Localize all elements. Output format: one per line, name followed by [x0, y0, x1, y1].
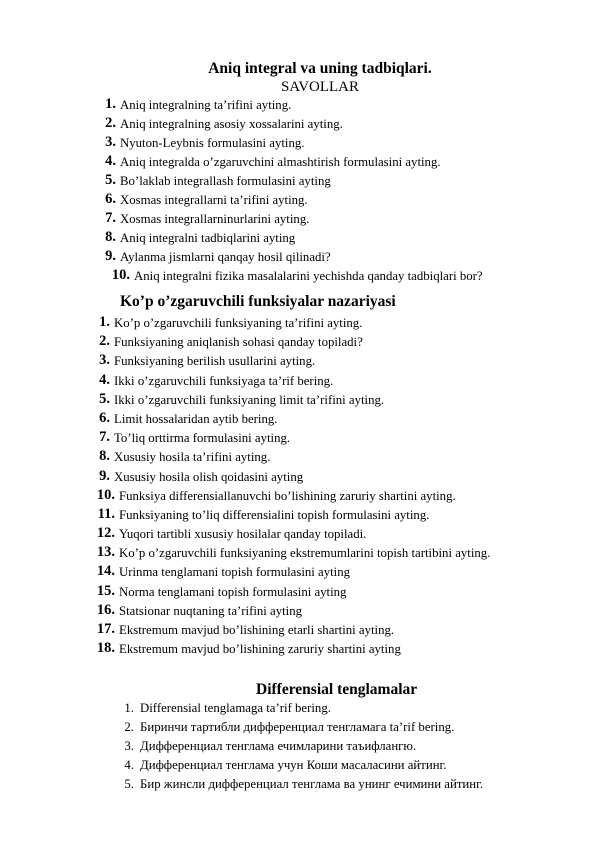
section-a-question-list [105, 96, 483, 286]
section-a-title: Aniq integral va uning tadbiqlari. [208, 60, 432, 77]
item-number: 14. [96, 563, 115, 580]
list-item [105, 134, 469, 153]
item-text: Funksiyaning aniqlanish sohasi qanday topiladi? [114, 335, 363, 350]
list-item [96, 563, 490, 582]
item-text: Ekstremum mavjud bo’lishining etarli shartini ayting. [119, 623, 395, 637]
item-number: 7. [105, 210, 116, 226]
list-item [105, 248, 469, 267]
list-item [124, 718, 483, 737]
list-item [99, 371, 485, 391]
list-item [105, 191, 469, 210]
item-number: 5. [105, 172, 116, 188]
section-a-subtitle: SAVOLLAR [280, 79, 360, 95]
list-item [124, 737, 483, 756]
item-number: 9. [105, 248, 116, 264]
item-number: 2. [124, 720, 134, 734]
item-text: Aniq integralni tadbiqlarini ayting [120, 231, 296, 245]
item-text: Urinma tenglamani topish formulasini ayting [119, 565, 351, 580]
list-item [105, 153, 469, 172]
item-text: Ikki o’zgaruvchili funksiyaga ta’rif bering. [114, 373, 334, 388]
item-text: Aniq integralda o’zgaruvchini almashtirish formulasini ayting. [120, 155, 441, 169]
item-text: Дифференциал тенглама учун Коши масаласини айтинг. [140, 758, 447, 772]
list-item [111, 267, 483, 286]
item-number: 10. [96, 486, 115, 503]
list-item [96, 525, 490, 544]
list-item [105, 172, 469, 191]
item-text: Funksiyaning to’liq differensialini topish formulasini ayting. [119, 507, 430, 522]
item-text: Statsionar nuqtaning ta’rifini ayting [119, 603, 303, 618]
list-item [99, 333, 485, 352]
item-text: Aniq integralning ta’rifini ayting. [120, 98, 292, 112]
item-number: 2. [105, 115, 116, 131]
list-item [96, 601, 490, 621]
list-item [99, 409, 485, 429]
item-number: 6. [99, 409, 110, 426]
item-text: To’liq orttirma formulasini ayting. [114, 431, 291, 446]
item-text: Yuqori tartibli xususiy hosilalar qanday topiladi. [119, 527, 367, 542]
list-item [99, 429, 485, 448]
item-text: Биринчи тартибли дифференциал тенгламага ta’rif bering. [140, 720, 455, 734]
list-item [99, 352, 485, 371]
item-text: Bo’laklab integrallash formulasini ayting [120, 174, 331, 188]
item-text: Ikki o’zgaruvchili funksiyaning limit ta’rifini ayting. [114, 392, 385, 407]
list-item [96, 621, 490, 640]
item-text: Дифференциал тенглама ечимларини таъифлангю. [140, 739, 417, 753]
item-number: 12. [96, 525, 115, 542]
item-text: Xususiy hosila olish qoidasini ayting [114, 469, 304, 484]
item-text: Ekstremum mavjud bo’lishining zaruriy shartini ayting [119, 642, 401, 657]
list-item [96, 544, 491, 563]
item-text: Бир жинсли дифференциал тенглама ва унинг ечимини айтинг. [140, 777, 484, 791]
item-text: Xosmas integrallarninurlarini ayting. [120, 212, 310, 226]
item-number: 1. [105, 96, 116, 112]
item-number: 3. [124, 739, 134, 753]
item-number: 1. [124, 701, 134, 715]
item-number: 4. [99, 371, 110, 388]
list-item [124, 775, 484, 794]
list-item [99, 314, 485, 333]
section-c-title: Differensial tenglamalar [256, 681, 418, 698]
item-number: 7. [99, 429, 110, 446]
item-text: Norma tenglamani topish formulasini ayting [119, 584, 347, 599]
item-number: 5. [99, 390, 110, 407]
item-number: 2. [99, 333, 110, 350]
item-number: 9. [99, 467, 110, 484]
section-c-question-list [124, 699, 484, 794]
item-number: 11. [97, 505, 115, 522]
item-text: Limit hossalaridan aytib bering. [114, 411, 278, 426]
list-item [105, 210, 469, 229]
item-number: 4. [105, 153, 116, 169]
item-number: 8. [105, 229, 116, 245]
item-number: 15. [96, 582, 115, 599]
list-item [96, 486, 490, 506]
item-text: Funksiya differensiallanuvchi bo’lishining zaruriy shartini ayting. [119, 488, 456, 503]
item-number: 18. [96, 640, 115, 657]
item-text: Xususiy hosila ta’rifini ayting. [114, 450, 271, 465]
list-item [96, 640, 490, 659]
list-item [97, 505, 490, 525]
section-b-question-list [96, 314, 491, 659]
list-item [105, 96, 469, 115]
item-text: Funksiyaning berilish usullarini ayting. [114, 354, 316, 369]
list-item [124, 756, 483, 775]
item-number: 6. [105, 191, 116, 207]
list-item [99, 390, 485, 410]
item-number: 8. [99, 448, 110, 465]
list-item [96, 582, 490, 602]
item-text: Aylanma jismlarni qanqay hosil qilinadi? [120, 250, 331, 264]
list-item [105, 229, 469, 248]
item-text: Nyuton-Leybnis formulasini ayting. [120, 136, 305, 150]
item-number: 5. [124, 777, 134, 791]
item-number: 1. [99, 314, 110, 330]
item-number: 17. [96, 621, 115, 637]
item-text: Aniq integralning asosiy xossalarini ayting. [120, 117, 343, 131]
item-number: 4. [124, 758, 134, 772]
item-text: Ko’p o’zgaruvchili funksiyaning ta’rifini ayting. [114, 316, 363, 330]
section-b-title: Ko’p o’zgaruvchili funksiyalar nazariyasi [120, 293, 396, 310]
list-item [99, 448, 485, 467]
item-number: 13. [96, 544, 115, 561]
item-number: 3. [99, 352, 110, 369]
item-text: Differensial tenglamaga ta’rif bering. [140, 701, 331, 715]
item-number: 10. [111, 267, 130, 283]
item-text: Ko’p o’zgaruvchili funksiyaning ekstremumlarini topish tartibini ayting. [119, 546, 491, 561]
item-number: 16. [96, 601, 115, 618]
list-item [124, 699, 483, 718]
list-item [99, 467, 485, 487]
item-number: 3. [105, 134, 116, 150]
list-item [105, 115, 469, 134]
item-text: Aniq integralni fizika masalalarini yechishda qanday tadbiqlari bor? [134, 269, 483, 283]
item-text: Xosmas integrallarni ta’rifini ayting. [120, 193, 308, 207]
